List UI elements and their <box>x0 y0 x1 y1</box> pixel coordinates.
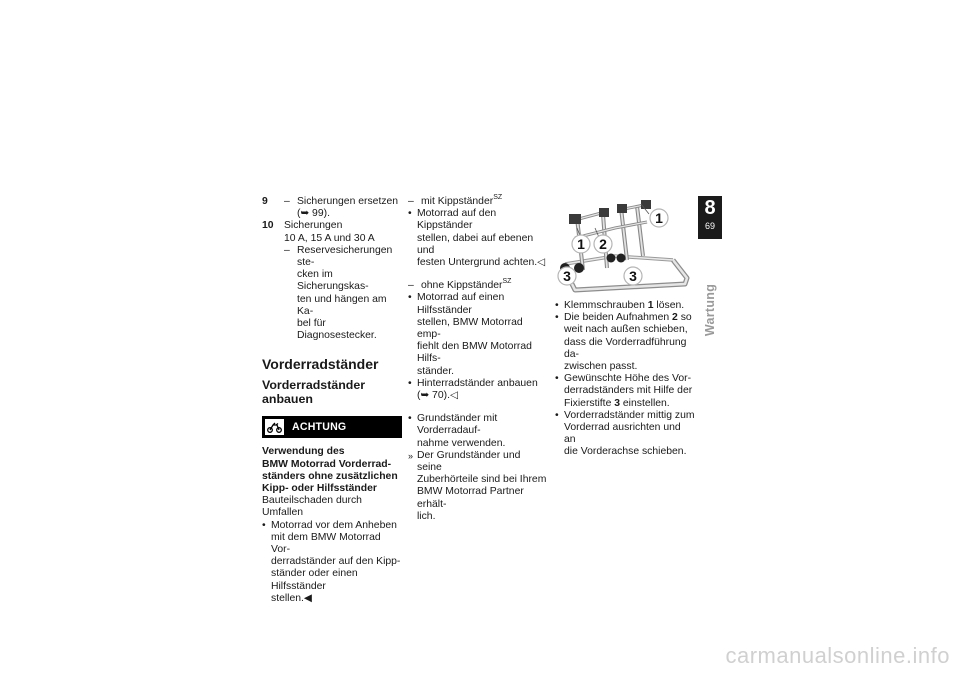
text-line: BMW Motorrad Partner erhält- <box>417 486 524 510</box>
list-item <box>555 373 695 410</box>
text-line: ständers ohne zusätzlichen <box>262 470 398 482</box>
text-line: derradständer auf den Kipp- <box>271 556 401 568</box>
text-line: ohne Kippständer <box>421 280 503 292</box>
text-line: festen Untergrund achten.◁ <box>417 257 546 269</box>
text-line: • Motorrad auf einen Hilfsständer <box>417 292 505 316</box>
warning-banner <box>262 416 402 438</box>
chapter-number: 8 <box>704 197 716 219</box>
figure-label: 1 <box>577 236 585 252</box>
figure-label: 3 <box>563 268 571 284</box>
text-line: nahme verwenden. <box>417 437 506 449</box>
site-watermark: carmanualsonline.info <box>725 643 950 668</box>
text-line: derradständers mit Hilfe der <box>564 385 693 397</box>
fuse-values: 10 A, 15 A und 30 A <box>284 232 375 244</box>
section-label: Wartung <box>703 283 717 337</box>
text-line: – Sicherungen ersetzen <box>297 196 399 207</box>
text-line: – Reservesicherungen ste- <box>297 244 393 269</box>
text-line: stellen.◀ <box>271 592 312 604</box>
text-line: Vorderradständer <box>262 378 366 393</box>
text-line: Die beiden Aufnahmen <box>564 312 673 324</box>
text-line: cken im Sicherungskas- <box>297 269 369 293</box>
text-line: so <box>677 312 692 324</box>
text-line: • Vorderradständer mittig zum <box>564 409 695 421</box>
figure-label: 3 <box>629 268 637 284</box>
list-item <box>555 312 695 373</box>
part-number: 2 <box>672 312 678 324</box>
text-line: bel für Diagnosestecker. <box>297 318 377 342</box>
text-line: zwischen passt. <box>564 361 638 373</box>
result-item <box>408 450 548 523</box>
front-stand-illustration <box>555 198 695 296</box>
text-line: ständer. <box>417 365 454 377</box>
list-item <box>408 413 548 450</box>
figure-label: 2 <box>599 236 607 252</box>
text-line: ständer oder einen Hilfsständer <box>271 568 358 592</box>
condition-kippstaender <box>408 196 548 208</box>
warning-label: ACHTUNG <box>292 421 347 434</box>
optional-equipment-mark: SZ <box>502 278 512 286</box>
text-line: weit nach außen schieben, <box>564 324 688 336</box>
fuse-number: 10 <box>262 220 274 232</box>
fuse-item-10 <box>262 220 402 342</box>
text-line: • Motorrad vor dem Anheben <box>271 519 397 531</box>
list-item <box>408 292 548 377</box>
text-line: lich. <box>417 510 436 522</box>
text-line: mit dem BMW Motorrad Vor- <box>271 531 381 556</box>
text-line: Zuberhörteile sind bei Ihrem <box>417 474 547 486</box>
warning-title <box>262 446 402 495</box>
fuse-dash-item <box>284 245 402 343</box>
fuse-number: 9 <box>262 196 268 207</box>
text-line: Fixierstifte <box>564 397 615 409</box>
column-middle <box>408 196 548 523</box>
text-line: stellen, dabei auf ebenen und <box>417 232 534 256</box>
text-line: ten und hängen am Ka- <box>297 293 387 317</box>
fuse-item-9 <box>262 196 402 220</box>
column-left <box>262 196 402 605</box>
text-line: Kipp- oder Hilfsständer <box>262 483 377 495</box>
optional-equipment-mark: SZ <box>493 194 503 201</box>
part-number: 1 <box>647 300 654 311</box>
list-item <box>555 410 695 459</box>
text-line: • Motorrad auf den Kippständer <box>417 208 497 232</box>
list-item <box>408 378 548 402</box>
text-line: Klemmschrauben <box>564 300 648 311</box>
column-right <box>555 300 695 459</box>
warning-text: Bauteilschaden durch Umfallen <box>262 495 362 519</box>
text-line: lösen. <box>653 300 685 311</box>
page-reference-link[interactable]: (➥ 99). <box>297 208 330 220</box>
text-line: BMW Motorrad Vorderrad- <box>262 458 392 470</box>
text-line: dass die Vorderradführung da- <box>564 336 687 360</box>
text-line: • Grundständer mit Vorderradauf- <box>417 413 498 437</box>
text-line: stellen, BMW Motorrad emp- <box>417 316 523 341</box>
text-line: fiehlt den BMW Motorrad Hilfs- <box>417 341 532 365</box>
motorcycle-warning-icon <box>265 419 284 435</box>
part-number: 3 <box>614 397 621 409</box>
subsection-heading <box>262 378 402 406</box>
page-reference-link[interactable]: (➥ 70).◁ <box>417 390 458 402</box>
fuse-dash-item <box>284 196 402 220</box>
warning-bullet <box>262 520 402 605</box>
text-line: anbauen <box>262 392 313 407</box>
text-line: die Vorderachse schieben. <box>564 446 687 458</box>
list-item <box>555 300 695 312</box>
text-line: • Gewünschte Höhe des Vor- <box>564 373 692 385</box>
text-line: » Der Grundständer und seine <box>417 449 521 474</box>
text-line: • Hinterradständer anbauen <box>417 377 538 389</box>
text-line: einstellen. <box>620 397 670 409</box>
section-side-label <box>699 280 721 340</box>
section-heading: Vorderradständer <box>262 356 379 373</box>
text-line: mit Kippständer <box>421 196 494 207</box>
fuse-label: Sicherungen <box>284 220 343 232</box>
list-item <box>408 208 548 269</box>
condition-ohne-kippstaender <box>408 280 548 292</box>
text-line: Verwendung des <box>262 446 345 458</box>
chapter-tab <box>698 196 722 239</box>
figure-label: 1 <box>655 210 663 226</box>
page-number: 69 <box>704 221 715 231</box>
text-line: Vorderrad ausrichten und an <box>564 422 681 446</box>
